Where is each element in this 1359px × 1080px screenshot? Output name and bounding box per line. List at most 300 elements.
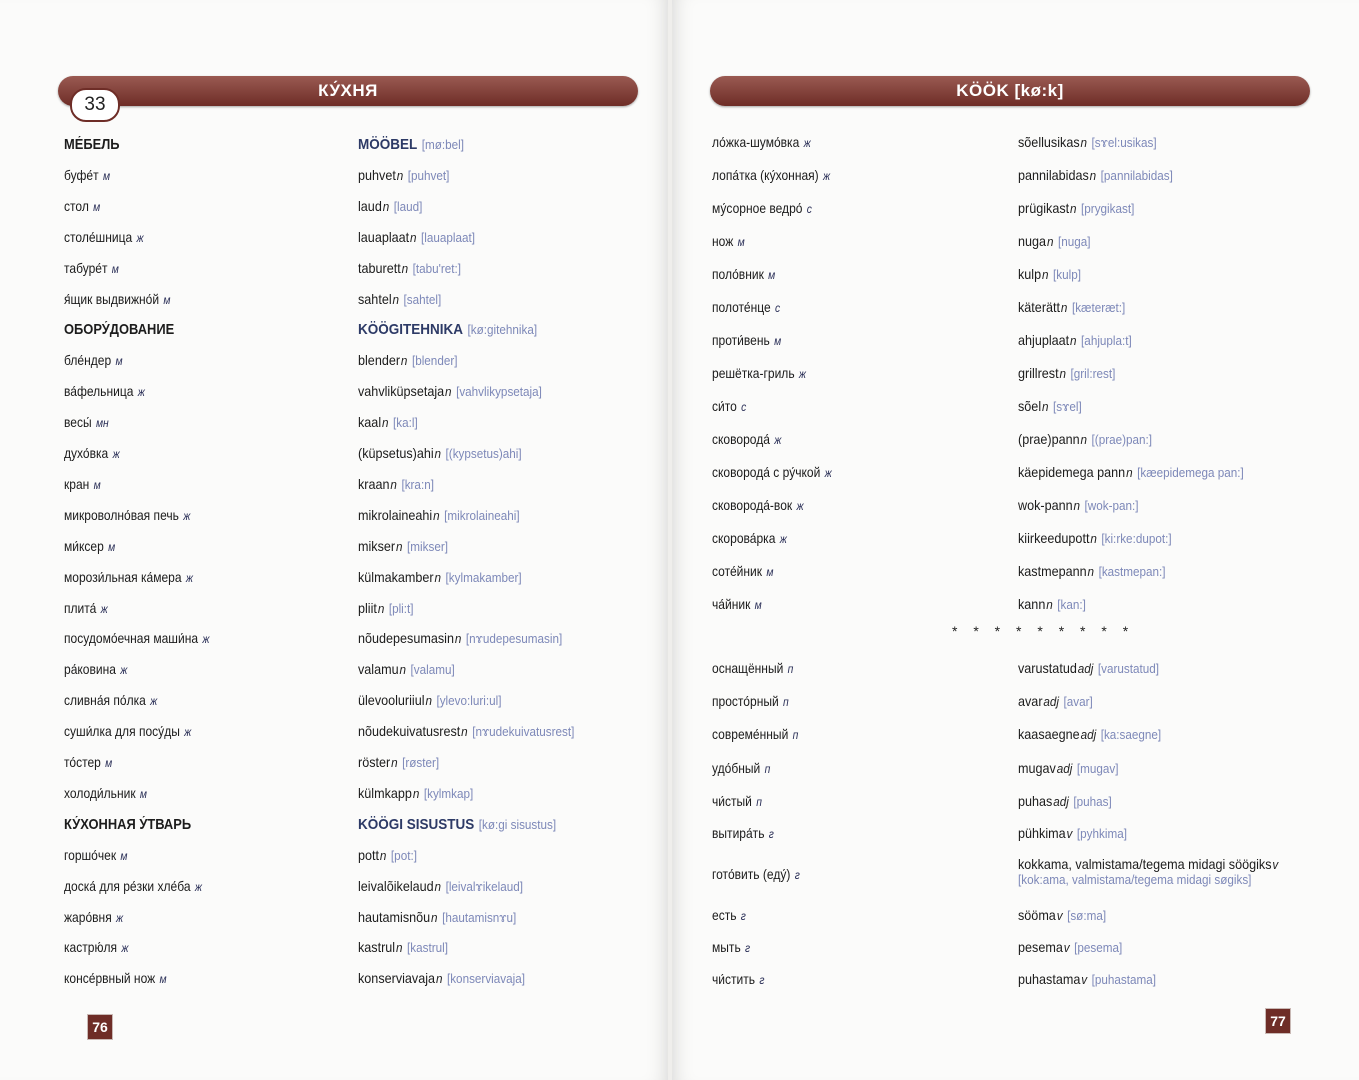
section-heading-et: [358, 135, 464, 154]
entry-et: [1018, 970, 1156, 989]
page-number-left-text: 76: [92, 1019, 108, 1035]
entry-et: [358, 877, 523, 896]
entry-ru: [712, 595, 762, 614]
entry-ru: [712, 906, 746, 925]
word-ru: бле́ндер: [64, 352, 112, 369]
part-of-speech: n: [1059, 366, 1067, 381]
gender-label: с: [775, 301, 781, 315]
word-ru: табуре́т: [64, 259, 108, 276]
word-ru: сливна́я по́лка: [64, 692, 146, 709]
gender-label: ж: [116, 910, 124, 925]
word-et: külmakamber: [358, 568, 434, 585]
part-of-speech: adj: [1056, 761, 1073, 776]
gender-label: м: [93, 199, 101, 214]
part-of-speech: n: [445, 384, 452, 400]
word-ru: полоте́нце: [712, 299, 771, 315]
word-et: valamu: [358, 661, 399, 678]
gender-label: м: [120, 848, 128, 863]
word-ru: ОБОРУ́ДОВАНИЕ: [64, 321, 175, 339]
word-ru: соте́йник: [712, 563, 763, 579]
word-ru: чи́стить: [712, 971, 756, 987]
word-ru: жаро́вня: [64, 908, 112, 925]
part-of-speech: adj: [1077, 661, 1094, 676]
transcription: [ki:rke:dupot:]: [1101, 531, 1172, 546]
section-heading-ru: [64, 135, 120, 154]
gender-label: г: [745, 941, 751, 955]
word-ru: посудомо́ечная маши́на: [64, 630, 199, 647]
entry-ru: [712, 970, 764, 989]
transcription: [kastmepan:]: [1098, 564, 1166, 579]
entry-et: [358, 166, 449, 185]
word-ru: скорова́рка: [712, 530, 776, 546]
entry-ru: [64, 197, 100, 216]
gender-label: м: [139, 786, 147, 801]
word-et: käepidemega pann: [1018, 464, 1126, 480]
part-of-speech: n: [399, 662, 407, 678]
word-et: wok-pann: [1018, 497, 1073, 513]
word-et: pliit: [358, 599, 377, 616]
word-ru: микроволно́вая печь: [64, 506, 179, 523]
entry-ru: [712, 759, 770, 778]
transcription: [(prae)pan:]: [1091, 432, 1153, 447]
entry-ru: [64, 444, 120, 463]
gender-label: м: [737, 235, 745, 249]
word-ru: доска́ для ре́зки хле́ба: [64, 877, 191, 894]
entry-ru: [712, 133, 811, 152]
part-of-speech: n: [396, 538, 403, 554]
gender-label: п: [792, 728, 799, 742]
entry-ru: [712, 199, 812, 218]
gender-label: ж: [796, 499, 804, 513]
word-ru: стол: [64, 197, 89, 214]
entry-et: [358, 197, 422, 216]
section-heading-ru: [64, 815, 191, 834]
gender-label: ж: [120, 663, 128, 678]
entry-ru: [712, 562, 773, 581]
word-ru: поло́вник: [712, 266, 764, 282]
entry-et: [1018, 562, 1166, 581]
page-number-left: [88, 1015, 112, 1039]
word-ru: решётка-гриль: [712, 365, 795, 381]
entry-et: [358, 599, 414, 618]
word-et: kann: [1018, 596, 1046, 612]
transcription: [sahtel]: [403, 291, 442, 307]
transcription: [kylmkap]: [423, 785, 474, 801]
part-of-speech: n: [1080, 432, 1088, 447]
transcription: [konserviavaja]: [446, 971, 526, 987]
page-number-right-text: 77: [1270, 1013, 1286, 1029]
transcription: [pyhkima]: [1076, 826, 1127, 841]
word-et: kastmepann: [1018, 563, 1087, 579]
gender-label: ж: [798, 367, 807, 381]
transcription: [lauaplaat]: [421, 229, 476, 245]
entry-ru: [64, 506, 190, 525]
chapter-banner-et: [710, 76, 1310, 106]
word-ru: совреме́нный: [712, 726, 789, 742]
word-ru: МЕ́БЕЛЬ: [64, 136, 120, 153]
gender-label: м: [111, 261, 119, 276]
word-et: lauaplaat: [358, 228, 410, 245]
entry-ru: [712, 463, 832, 482]
part-of-speech: n: [461, 724, 468, 740]
transcription: [puhastama]: [1091, 972, 1156, 987]
entry-et: [1018, 725, 1161, 744]
part-of-speech: n: [390, 476, 397, 492]
entry-et: [1018, 938, 1122, 957]
gender-label: п: [787, 662, 794, 676]
transcription: [kok:ama, valmistama/tegema midagi søgiks]: [1018, 872, 1252, 887]
word-et: puhvet: [358, 166, 396, 183]
entry-et: [358, 753, 439, 772]
transcription: [tabu'ret:]: [412, 260, 462, 276]
transcription: [kæepidemega pan:]: [1137, 465, 1244, 480]
word-et: röster: [358, 754, 391, 770]
word-et: kastrul: [358, 939, 396, 956]
part-of-speech: n: [454, 631, 462, 647]
entry-et: [358, 382, 542, 401]
entry-ru: [64, 629, 209, 648]
word-et: sahtel: [358, 290, 392, 307]
entry-ru: [64, 382, 145, 401]
word-et: pannilabidas: [1018, 167, 1089, 183]
gender-label: ж: [136, 230, 144, 245]
gender-label: м: [766, 565, 774, 579]
transcription: [(kypsetus)ahi]: [445, 446, 522, 461]
left-page: [0, 0, 668, 1080]
part-of-speech: n: [382, 198, 390, 214]
gender-label: с: [806, 202, 812, 216]
gender-label: ж: [202, 632, 210, 647]
transcription: [mikrolaineahi]: [444, 507, 520, 523]
part-of-speech: n: [379, 847, 387, 863]
entry-et: [358, 846, 417, 865]
word-ru: сковорода́-вок: [712, 497, 793, 513]
gender-label: м: [163, 292, 171, 307]
entry-et: [358, 259, 461, 278]
word-et: laud: [358, 197, 382, 214]
transcription: [kø:gitehnika]: [467, 322, 538, 338]
entry-ru: [64, 568, 193, 587]
word-ru: холоди́льник: [64, 784, 136, 801]
transcription: [sɤel:usikas]: [1091, 135, 1157, 150]
word-et: pesema: [1018, 939, 1063, 955]
word-et: (küpsetus)ahi: [358, 445, 434, 461]
gender-label: ж: [100, 601, 108, 616]
part-of-speech: v: [1056, 908, 1063, 923]
transcription: [røster]: [402, 755, 440, 770]
entry-ru: [712, 364, 806, 383]
word-ru: буфе́т: [64, 166, 99, 183]
word-ru: нож: [712, 233, 734, 249]
transcription: [sɤel]: [1053, 399, 1082, 414]
part-of-speech: n: [412, 785, 420, 801]
part-of-speech: n: [1126, 465, 1133, 480]
transcription: [kulp]: [1053, 267, 1081, 282]
chapter-number-badge: [70, 88, 120, 122]
part-of-speech: n: [1090, 531, 1097, 546]
entry-ru: [64, 753, 112, 772]
entry-ru: [64, 166, 110, 185]
entry-et: [1018, 133, 1157, 152]
transcription: [prygikast]: [1081, 201, 1135, 216]
word-et: prügikast: [1018, 200, 1070, 216]
gender-label: ж: [150, 694, 158, 709]
section-heading-ru: [64, 320, 174, 339]
entry-ru: [712, 659, 793, 678]
gender-label: г: [794, 868, 800, 882]
entry-ru: [712, 265, 775, 284]
transcription: [gril:rest]: [1070, 366, 1116, 381]
word-ru: консе́рвный нож: [64, 970, 156, 987]
part-of-speech: n: [435, 971, 443, 987]
word-ru: столе́шница: [64, 228, 133, 245]
entry-et: [358, 444, 522, 463]
part-of-speech: adj: [1053, 794, 1069, 809]
part-of-speech: n: [425, 693, 432, 709]
word-ru: суши́лка для посу́ды: [64, 723, 180, 740]
word-et: KÖÖGITEHNIKA: [358, 321, 464, 339]
word-ru: си́то: [712, 398, 737, 414]
word-et: kiirkeedupott: [1018, 530, 1090, 546]
entry-et: [1018, 331, 1132, 350]
gender-label: ж: [112, 447, 120, 461]
entry-ru: [712, 529, 787, 548]
part-of-speech: v: [1081, 972, 1088, 987]
entry-ru: [64, 846, 127, 865]
transcription: [leivalɤikelaud]: [445, 878, 524, 894]
entry-et: [1018, 397, 1082, 416]
entry-et: [358, 660, 455, 679]
entry-et: [358, 691, 501, 710]
entry-et: [358, 908, 516, 927]
word-ru: чи́стый: [712, 793, 752, 809]
chapter-banner-ru: [58, 76, 638, 106]
transcription: [ahjupla:t]: [1081, 333, 1132, 348]
word-et: ülevooluriiul: [358, 692, 425, 709]
word-et: pott: [358, 846, 380, 863]
transcription: [hautamisnɤu]: [442, 909, 517, 925]
entry-ru: [64, 599, 108, 618]
entry-et: [358, 537, 448, 556]
transcription: [kan:]: [1057, 597, 1086, 612]
gender-label: ж: [774, 433, 782, 447]
word-et: ahjuplaat: [1018, 332, 1070, 348]
entry-et: [1018, 496, 1139, 515]
entry-ru: [64, 969, 167, 988]
word-et: blender: [358, 352, 401, 369]
entry-et: [358, 938, 448, 957]
entry-ru: [64, 413, 109, 432]
word-ru: лопа́тка (ку́хонная): [712, 167, 819, 183]
gender-label: п: [764, 762, 771, 776]
word-ru: я́щик выдвижно́й: [64, 290, 160, 307]
chapter-number: 33: [84, 94, 106, 115]
word-ru: вытира́ть: [712, 825, 765, 841]
word-et: taburett: [358, 259, 401, 276]
word-ru: удо́бный: [712, 760, 761, 776]
gender-label: м: [105, 756, 113, 770]
entry-et: [358, 228, 475, 247]
word-ru: ло́жка-шумо́вка: [712, 134, 800, 150]
entry-ru: [64, 908, 123, 927]
section-separator: * * * * * * * * *: [952, 623, 1135, 639]
part-of-speech: n: [410, 229, 417, 245]
part-of-speech: adj: [1043, 694, 1060, 709]
word-et: konserviavaja: [358, 970, 436, 987]
transcription: [pli:t]: [388, 600, 414, 616]
part-of-speech: n: [396, 940, 403, 956]
word-ru: морози́льная ка́мера: [64, 568, 182, 585]
word-ru: то́стер: [64, 754, 101, 770]
entry-et: [358, 506, 520, 525]
word-ru: просто́рный: [712, 693, 779, 709]
word-et: kraan: [358, 475, 390, 492]
word-ru: горшо́чек: [64, 846, 117, 863]
entry-et: [1018, 166, 1173, 185]
gender-label: ж: [185, 570, 193, 585]
transcription: [ylevo:luri:ul]: [436, 693, 502, 709]
entry-et: [1018, 232, 1090, 251]
gender-label: ж: [779, 532, 787, 546]
word-et: mikser: [358, 537, 396, 554]
part-of-speech: n: [1046, 234, 1054, 249]
entry-et: [358, 969, 525, 988]
part-of-speech: v: [1063, 940, 1070, 955]
entry-et: [358, 290, 441, 309]
gender-label: ж: [823, 169, 831, 183]
gender-label: г: [740, 909, 746, 923]
transcription: [kra:n]: [401, 476, 434, 492]
entry-ru: [712, 397, 746, 416]
part-of-speech: n: [400, 353, 408, 369]
transcription: [mø:bel]: [421, 137, 465, 152]
word-et: mikrolaineahi: [358, 506, 433, 523]
word-ru: кран: [64, 475, 90, 492]
word-et: kulp: [1018, 266, 1042, 282]
entry-ru: [712, 232, 745, 251]
transcription: [pesema]: [1074, 940, 1123, 955]
gender-label: ж: [194, 879, 202, 894]
word-et: mugav: [1018, 760, 1056, 776]
gender-label: г: [759, 973, 765, 987]
word-et: kaal: [358, 414, 382, 431]
word-et: nõudekuivatusrest: [358, 723, 461, 740]
entry-ru: [64, 537, 115, 556]
entry-et: [1018, 199, 1134, 218]
entry-et: [358, 629, 562, 648]
word-et: sööma: [1018, 907, 1056, 923]
section-heading-et: [358, 320, 537, 339]
part-of-speech: v: [1066, 826, 1073, 841]
entry-ru: [712, 824, 774, 843]
entry-et: [1018, 906, 1106, 925]
entry-ru: [712, 298, 780, 317]
part-of-speech: n: [1070, 201, 1077, 216]
word-et: leivalõikelaud: [358, 877, 434, 894]
gender-label: ж: [803, 136, 811, 150]
transcription: [nɤudekuivatusrest]: [472, 724, 575, 740]
gender-label: м: [115, 354, 123, 369]
entry-et: [358, 475, 434, 494]
transcription: [puhvet]: [407, 167, 450, 183]
entry-ru: [64, 228, 144, 247]
transcription: [mugav]: [1076, 761, 1119, 776]
transcription: [wok-pan:]: [1084, 498, 1139, 513]
entry-ru: [712, 792, 762, 811]
word-et: pühkima: [1018, 825, 1066, 841]
part-of-speech: n: [431, 909, 438, 925]
word-et: MÖÖBEL: [358, 136, 418, 153]
word-et: grillrest: [1018, 365, 1059, 381]
transcription: [nɤudepesumasin]: [465, 631, 563, 647]
transcription: [kylmakamber]: [445, 569, 522, 585]
entry-ru: [64, 475, 101, 494]
entry-ru: [64, 877, 202, 896]
transcription: [pannilabidas]: [1100, 168, 1173, 183]
word-et: sõellusikas: [1018, 134, 1080, 150]
word-et: (prae)pann: [1018, 431, 1080, 447]
page-number-right: [1266, 1009, 1290, 1033]
part-of-speech: n: [391, 755, 398, 770]
transcription: [avar]: [1063, 694, 1093, 709]
entry-ru: [712, 496, 804, 515]
section-heading-et: [358, 815, 556, 834]
word-et: KÖÖGI SISUSTUS: [358, 815, 475, 833]
gender-label: м: [768, 268, 776, 282]
part-of-speech: n: [1089, 168, 1097, 183]
transcription: [pot:]: [390, 847, 417, 863]
part-of-speech: n: [392, 291, 400, 307]
word-ru: духо́вка: [64, 445, 109, 461]
part-of-speech: n: [1060, 300, 1068, 315]
entry-et: [1018, 430, 1152, 449]
transcription: [mikser]: [407, 538, 448, 554]
entry-ru: [712, 166, 830, 185]
transcription: [kastrul]: [407, 940, 448, 956]
gender-label: ж: [121, 941, 129, 956]
word-et: käterätt: [1018, 299, 1061, 315]
word-et: nõudepesumasin: [358, 630, 454, 647]
entry-et: [1018, 792, 1112, 811]
gender-label: ж: [183, 508, 191, 523]
gender-label: м: [93, 477, 101, 492]
word-ru: есть: [712, 907, 737, 923]
gender-label: п: [783, 695, 789, 709]
entry-ru: [64, 784, 147, 803]
word-ru: ча́йник: [712, 596, 751, 612]
part-of-speech: n: [396, 167, 404, 183]
word-et: avar: [1018, 693, 1043, 709]
word-et: nuga: [1018, 233, 1047, 249]
entry-et: [1018, 529, 1172, 548]
entry-ru: [64, 938, 128, 957]
gender-label: мн: [95, 416, 109, 431]
entry-et: [358, 784, 473, 803]
gender-label: г: [768, 827, 774, 841]
transcription: [varustatud]: [1097, 661, 1160, 676]
part-of-speech: n: [377, 600, 385, 616]
word-ru: плита́: [64, 599, 97, 616]
chapter-title-et: KÖÖK [kø:k]: [956, 81, 1064, 100]
entry-et: [1018, 298, 1125, 317]
word-et: kokkama, valmistama/tegema midagi söögiks: [1018, 856, 1272, 872]
entry-ru: [64, 660, 127, 679]
transcription: [laud]: [393, 198, 423, 214]
transcription: [blender]: [411, 353, 458, 369]
word-ru: ра́ковина: [64, 661, 116, 678]
entry-ru: [64, 691, 157, 710]
entry-ru: [712, 692, 789, 711]
